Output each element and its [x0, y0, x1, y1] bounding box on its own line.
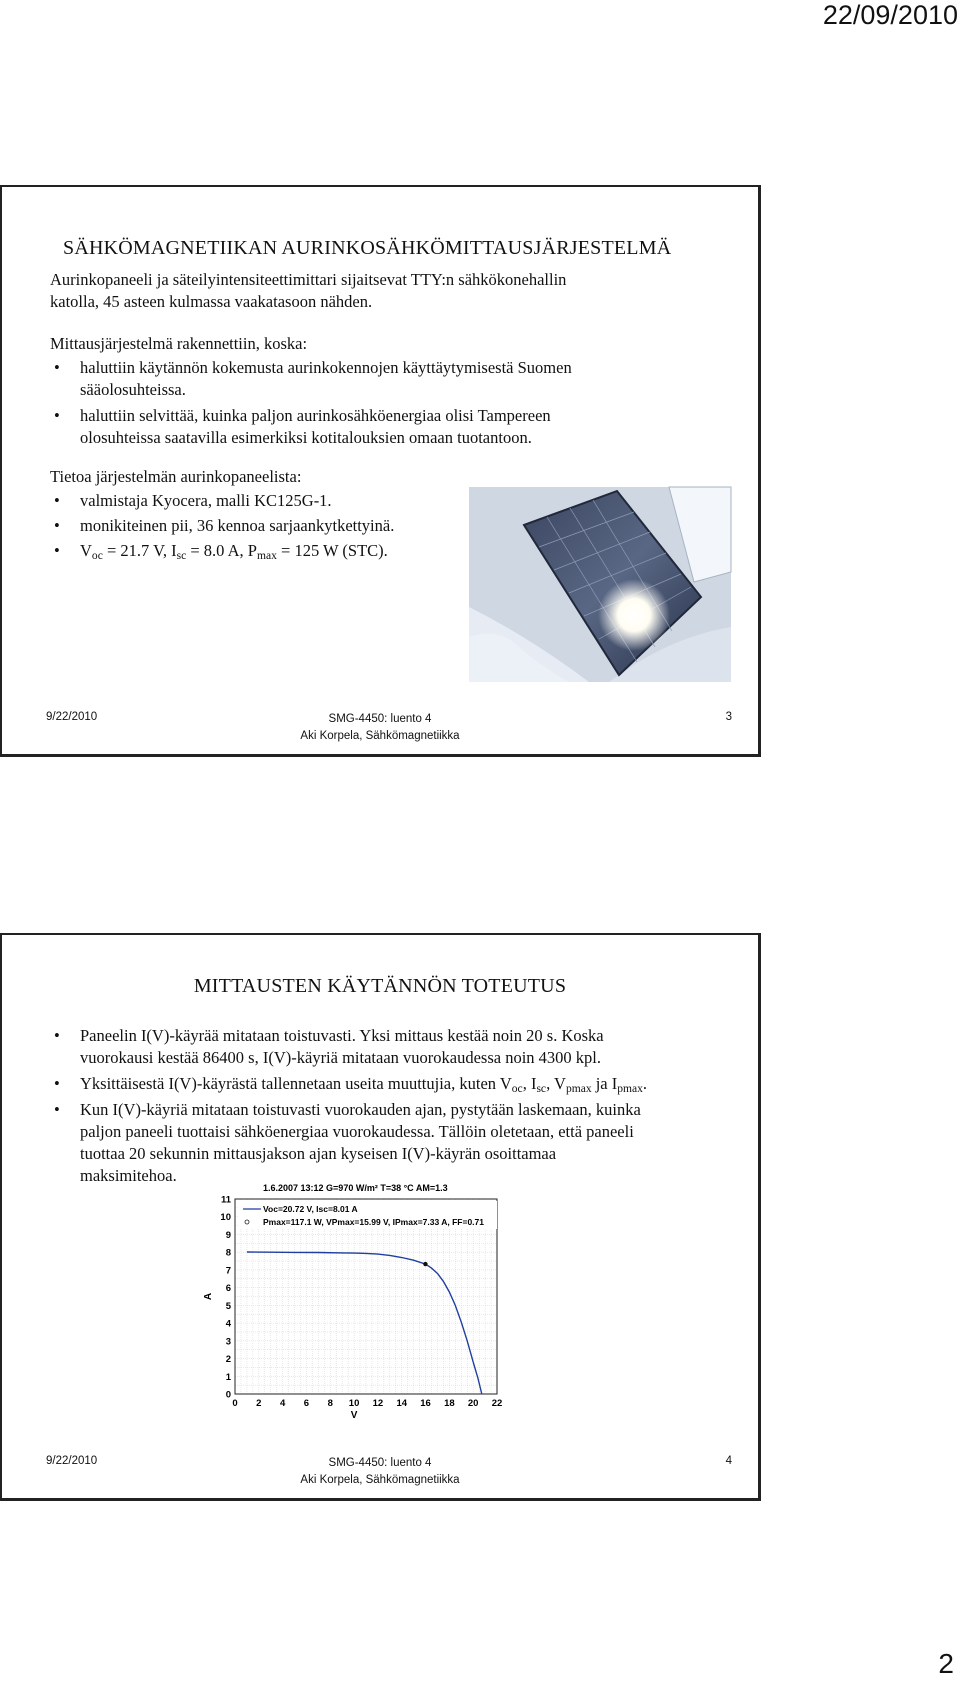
- x-tick-label: 10: [348, 1398, 360, 1409]
- text: , V: [546, 1074, 566, 1093]
- footer-course: SMG-4450: luento 4: [328, 713, 432, 725]
- text: Yksittäisestä I(V)-käyrästä tallennetaan useita muuttujia, kuten V: [80, 1074, 512, 1093]
- footer-center: [2, 711, 758, 745]
- x-tick-label: 16: [420, 1398, 431, 1409]
- y-tick-label: 0: [225, 1389, 231, 1401]
- y-tick-label: 10: [220, 1212, 231, 1224]
- slide-number: 3: [725, 711, 732, 723]
- measurement-list: [50, 1025, 647, 1187]
- subscript: max: [257, 550, 277, 562]
- y-tick-label: 8: [225, 1247, 231, 1259]
- intro-paragraph: [50, 269, 566, 313]
- y-tick-label: 5: [225, 1300, 231, 1312]
- y-tick-label: 9: [225, 1229, 231, 1241]
- item-line: tuottaa 20 sekunnin mittausjakson ajan kyseisen I(V)-käyrän osoittamaa: [80, 1144, 557, 1163]
- footer-course: SMG-4450: luento 4: [328, 1457, 432, 1469]
- y-tick-label: 1: [225, 1371, 231, 1383]
- x-tick-label: 22: [491, 1398, 503, 1409]
- slide-number: 4: [725, 1455, 732, 1467]
- x-tick-label: 4: [279, 1398, 286, 1409]
- text: = 125 W (STC).: [276, 541, 388, 560]
- solar-panel-illustration: [469, 487, 731, 682]
- y-tick-label: 3: [225, 1336, 231, 1348]
- reason-list: [50, 357, 572, 449]
- intro-line-1: Aurinkopaneeli ja säteilyintensiteettimittari sijaitsevat TTY:n sähkökonehallin: [50, 270, 567, 289]
- text: ja I: [591, 1074, 618, 1093]
- y-tick-label: 6: [225, 1283, 231, 1295]
- slide-4: [0, 933, 761, 1501]
- list-item: [50, 1025, 647, 1069]
- solar-panel-photo: [469, 487, 731, 682]
- y-tick-label: 4: [225, 1318, 231, 1330]
- legend-marker-swatch: [245, 1220, 249, 1224]
- reason-heading: Mittausjärjestelmä rakennettiin, koska:: [50, 334, 308, 353]
- y-tick-label: 11: [220, 1194, 231, 1206]
- text: = 21.7 V, I: [102, 541, 177, 560]
- page-number: 2: [938, 1648, 954, 1679]
- x-tick-label: 20: [467, 1398, 479, 1409]
- subscript: pmax: [565, 1083, 592, 1095]
- subscript: oc: [511, 1083, 523, 1095]
- iv-curve-line: [247, 1252, 482, 1394]
- footer-center: [2, 1455, 758, 1489]
- x-axis-label: V: [350, 1410, 358, 1421]
- list-item: [50, 540, 394, 562]
- item-line: • Paneelin I(V)-käyrää mitataan toistuvasti. Yksi mittaus kestää noin 20 s. Koska: [80, 1026, 604, 1045]
- subscript: pmax: [617, 1083, 643, 1095]
- footer-date: 9/22/2010: [46, 1455, 98, 1467]
- item-line: paljon paneeli tuottaisi sähköenergiaa vuorokaudessa. Tällöin oletetaan, että paneeli: [80, 1122, 634, 1141]
- max-power-point: [423, 1262, 427, 1266]
- slide-title: SÄHKÖMAGNETIIKAN AURINKOSÄHKÖMITTAUSJÄRJESTELMÄ: [63, 237, 672, 259]
- page-date: 22/09/2010: [822, 0, 958, 30]
- x-tick-label: 2: [256, 1398, 262, 1409]
- item-line: sääolosuhteissa.: [80, 380, 186, 399]
- iv-curve-chart: [203, 1175, 537, 1430]
- text: , I: [522, 1074, 537, 1093]
- item-line: vuorokausi kestää 86400 s, I(V)-käyriä mitataan vuorokaudessa noin 4300 kpl.: [80, 1048, 601, 1067]
- x-tick-label: 6: [303, 1398, 310, 1409]
- footer-author: Aki Korpela, Sähkömagnetiikka: [300, 1474, 460, 1486]
- x-tick-label: 14: [396, 1398, 408, 1409]
- list-item: [50, 1099, 647, 1187]
- text: .: [642, 1074, 648, 1093]
- item-line: • haluttiin käytännön kokemusta aurinkokennojen käyttäytymisestä Suomen: [80, 358, 572, 377]
- list-item: [50, 405, 572, 449]
- text: = 8.0 A, P: [186, 541, 257, 560]
- slide-3: [0, 185, 761, 757]
- panel-info-list: [50, 490, 394, 562]
- list-item: • valmistaja Kyocera, malli KC125G-1.: [50, 490, 394, 512]
- subscript: oc: [91, 550, 103, 562]
- x-tick-label: 18: [444, 1398, 455, 1409]
- y-axis-label: A: [203, 1292, 214, 1301]
- text: V: [80, 541, 92, 560]
- list-item: • monikiteinen pii, 36 kennoa sarjaankytkettyinä.: [50, 515, 394, 537]
- panel-info-heading: Tietoa järjestelmän aurinkopaneelista:: [50, 467, 302, 486]
- list-item: [50, 1073, 647, 1095]
- item-line: • haluttiin selvittää, kuinka paljon aurinkosähköenergiaa olisi Tampereen: [80, 406, 551, 425]
- subscript: sc: [176, 550, 187, 562]
- footer-author: Aki Korpela, Sähkömagnetiikka: [300, 730, 460, 742]
- x-tick-label: 0: [232, 1398, 238, 1409]
- chart-title: 1.6.2007 13:12 G=970 W/m² T=38 °C AM=1.3: [263, 1183, 448, 1193]
- x-tick-label: 12: [372, 1398, 384, 1409]
- item-line: maksimitehoa.: [80, 1166, 177, 1185]
- x-tick-label: 8: [327, 1398, 333, 1409]
- intro-line-2: katolla, 45 asteen kulmassa vaakatasoon nähden.: [50, 292, 373, 311]
- item-line: olosuhteissa saatavilla esimerkiksi kotitalouksien omaan tuotantoon.: [80, 428, 532, 447]
- legend-entry: Pmax=117.1 W, VPmax=15.99 V, IPmax=7.33 A, FF=0.71: [263, 1217, 484, 1227]
- subscript: sc: [536, 1083, 547, 1095]
- y-tick-label: 7: [225, 1265, 231, 1277]
- footer-date: 9/22/2010: [46, 711, 98, 723]
- slide-title: MITTAUSTEN KÄYTÄNNÖN TOTEUTUS: [193, 975, 567, 997]
- y-tick-label: 2: [225, 1354, 231, 1366]
- item-line: • Kun I(V)-käyriä mitataan toistuvasti vuorokauden ajan, pystytään laskemaan, kuinka: [80, 1100, 641, 1119]
- list-item: [50, 357, 572, 401]
- legend-entry: Voc=20.72 V, Isc=8.01 A: [263, 1204, 358, 1214]
